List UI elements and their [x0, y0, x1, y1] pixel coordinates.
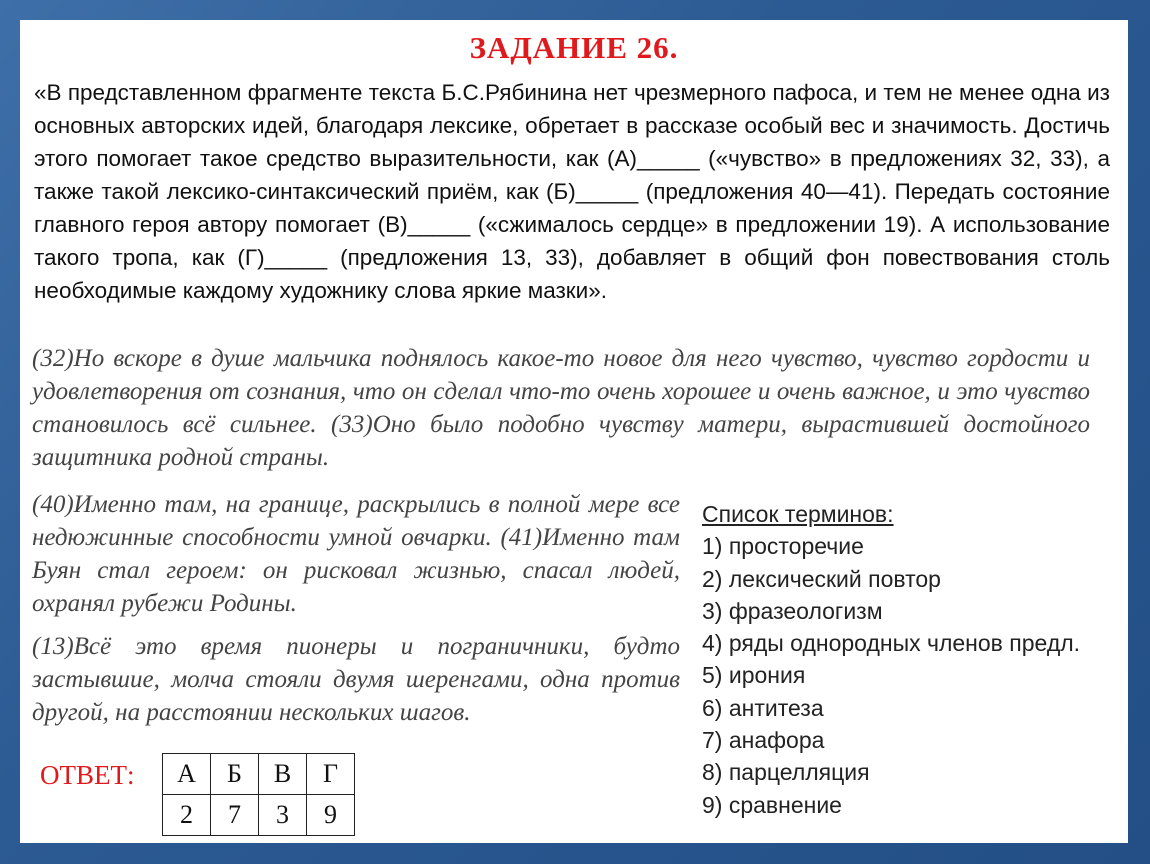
- answer-header-cell: В: [259, 754, 307, 795]
- answer-value-row: [163, 795, 355, 836]
- term-item: 7) анафора: [702, 727, 825, 754]
- task-title: ЗАДАНИЕ 26.: [469, 30, 679, 65]
- fragment-13: (13)Всё это время пионеры и пограничники, будто застывшие, молча стояли двумя шеренгами, одна против другой, на расстоянии нескольких шагов.: [32, 633, 680, 726]
- term-item: 6) антитеза: [702, 694, 824, 721]
- answer-value-cell[interactable]: 3: [259, 795, 307, 836]
- term-item: 1) просторечие: [702, 533, 864, 560]
- term-item: 8) парцелляция: [702, 759, 870, 786]
- task-text: «В представленном фрагменте текста Б.С.Рябинина нет чрезмерного пафоса, и тем не менее одна из основных авторских идей, благодаря лексике, обретает в рассказе особый вес и значимость. Достичь этого помогает такое средство выразительности, как (А)_____ («чувство» в предложениях 32, 33), а также такой лексико-синтаксический приём, как (Б)_____ (предложения 40—41). Передать состояние главного героя автору помогает (В)_____ («сжималось сердце» в предложении 19). А использование такого тропа, как (Г)_____ (предложения 13, 33), добавляет в общий фон повествования столь необходимые каждому художнику слова яркие мазки».: [34, 80, 1110, 303]
- term-item: 5) ирония: [702, 662, 806, 689]
- answer-value-cell[interactable]: 2: [163, 795, 211, 836]
- term-item: 2) лексический повтор: [702, 565, 941, 592]
- answer-value-cell[interactable]: 9: [307, 795, 355, 836]
- term-item: 9) сравнение: [702, 791, 842, 818]
- answer-value-cell[interactable]: 7: [211, 795, 259, 836]
- terms-title: Список терминов:: [702, 501, 894, 527]
- fragment-32-33: (32)Но вскоре в душе мальчика поднялось какое-то новое для него чувство, чувство гордости и удовлетворения от сознания, что он сделал что-то очень хорошее и очень важное, и это чувство становилось всё сильнее. (33)Оно было подобно чувству матери, вырастившей достойного защитника родной страны.: [32, 345, 1090, 471]
- answer-header-cell: Б: [211, 754, 259, 795]
- slide: [20, 20, 1128, 843]
- term-item: 4) ряды однородных членов предл.: [702, 630, 1081, 657]
- answer-header-cell: А: [163, 754, 211, 795]
- term-item: 3) фразеологизм: [702, 597, 883, 624]
- answer-header-row: [163, 754, 355, 795]
- answer-table: [162, 753, 355, 836]
- fragment-40-41: (40)Именно там, на границе, раскрылись в полной мере все недюжинные способности умной овчарки. (41)Именно там Буян стал героем: он рисковал жизнью, спасал людей, охранял рубежи Родины.: [32, 491, 680, 617]
- answer-header-cell: Г: [307, 754, 355, 795]
- terms-list: [702, 498, 1080, 821]
- answer-label: ОТВЕТ:: [40, 760, 135, 790]
